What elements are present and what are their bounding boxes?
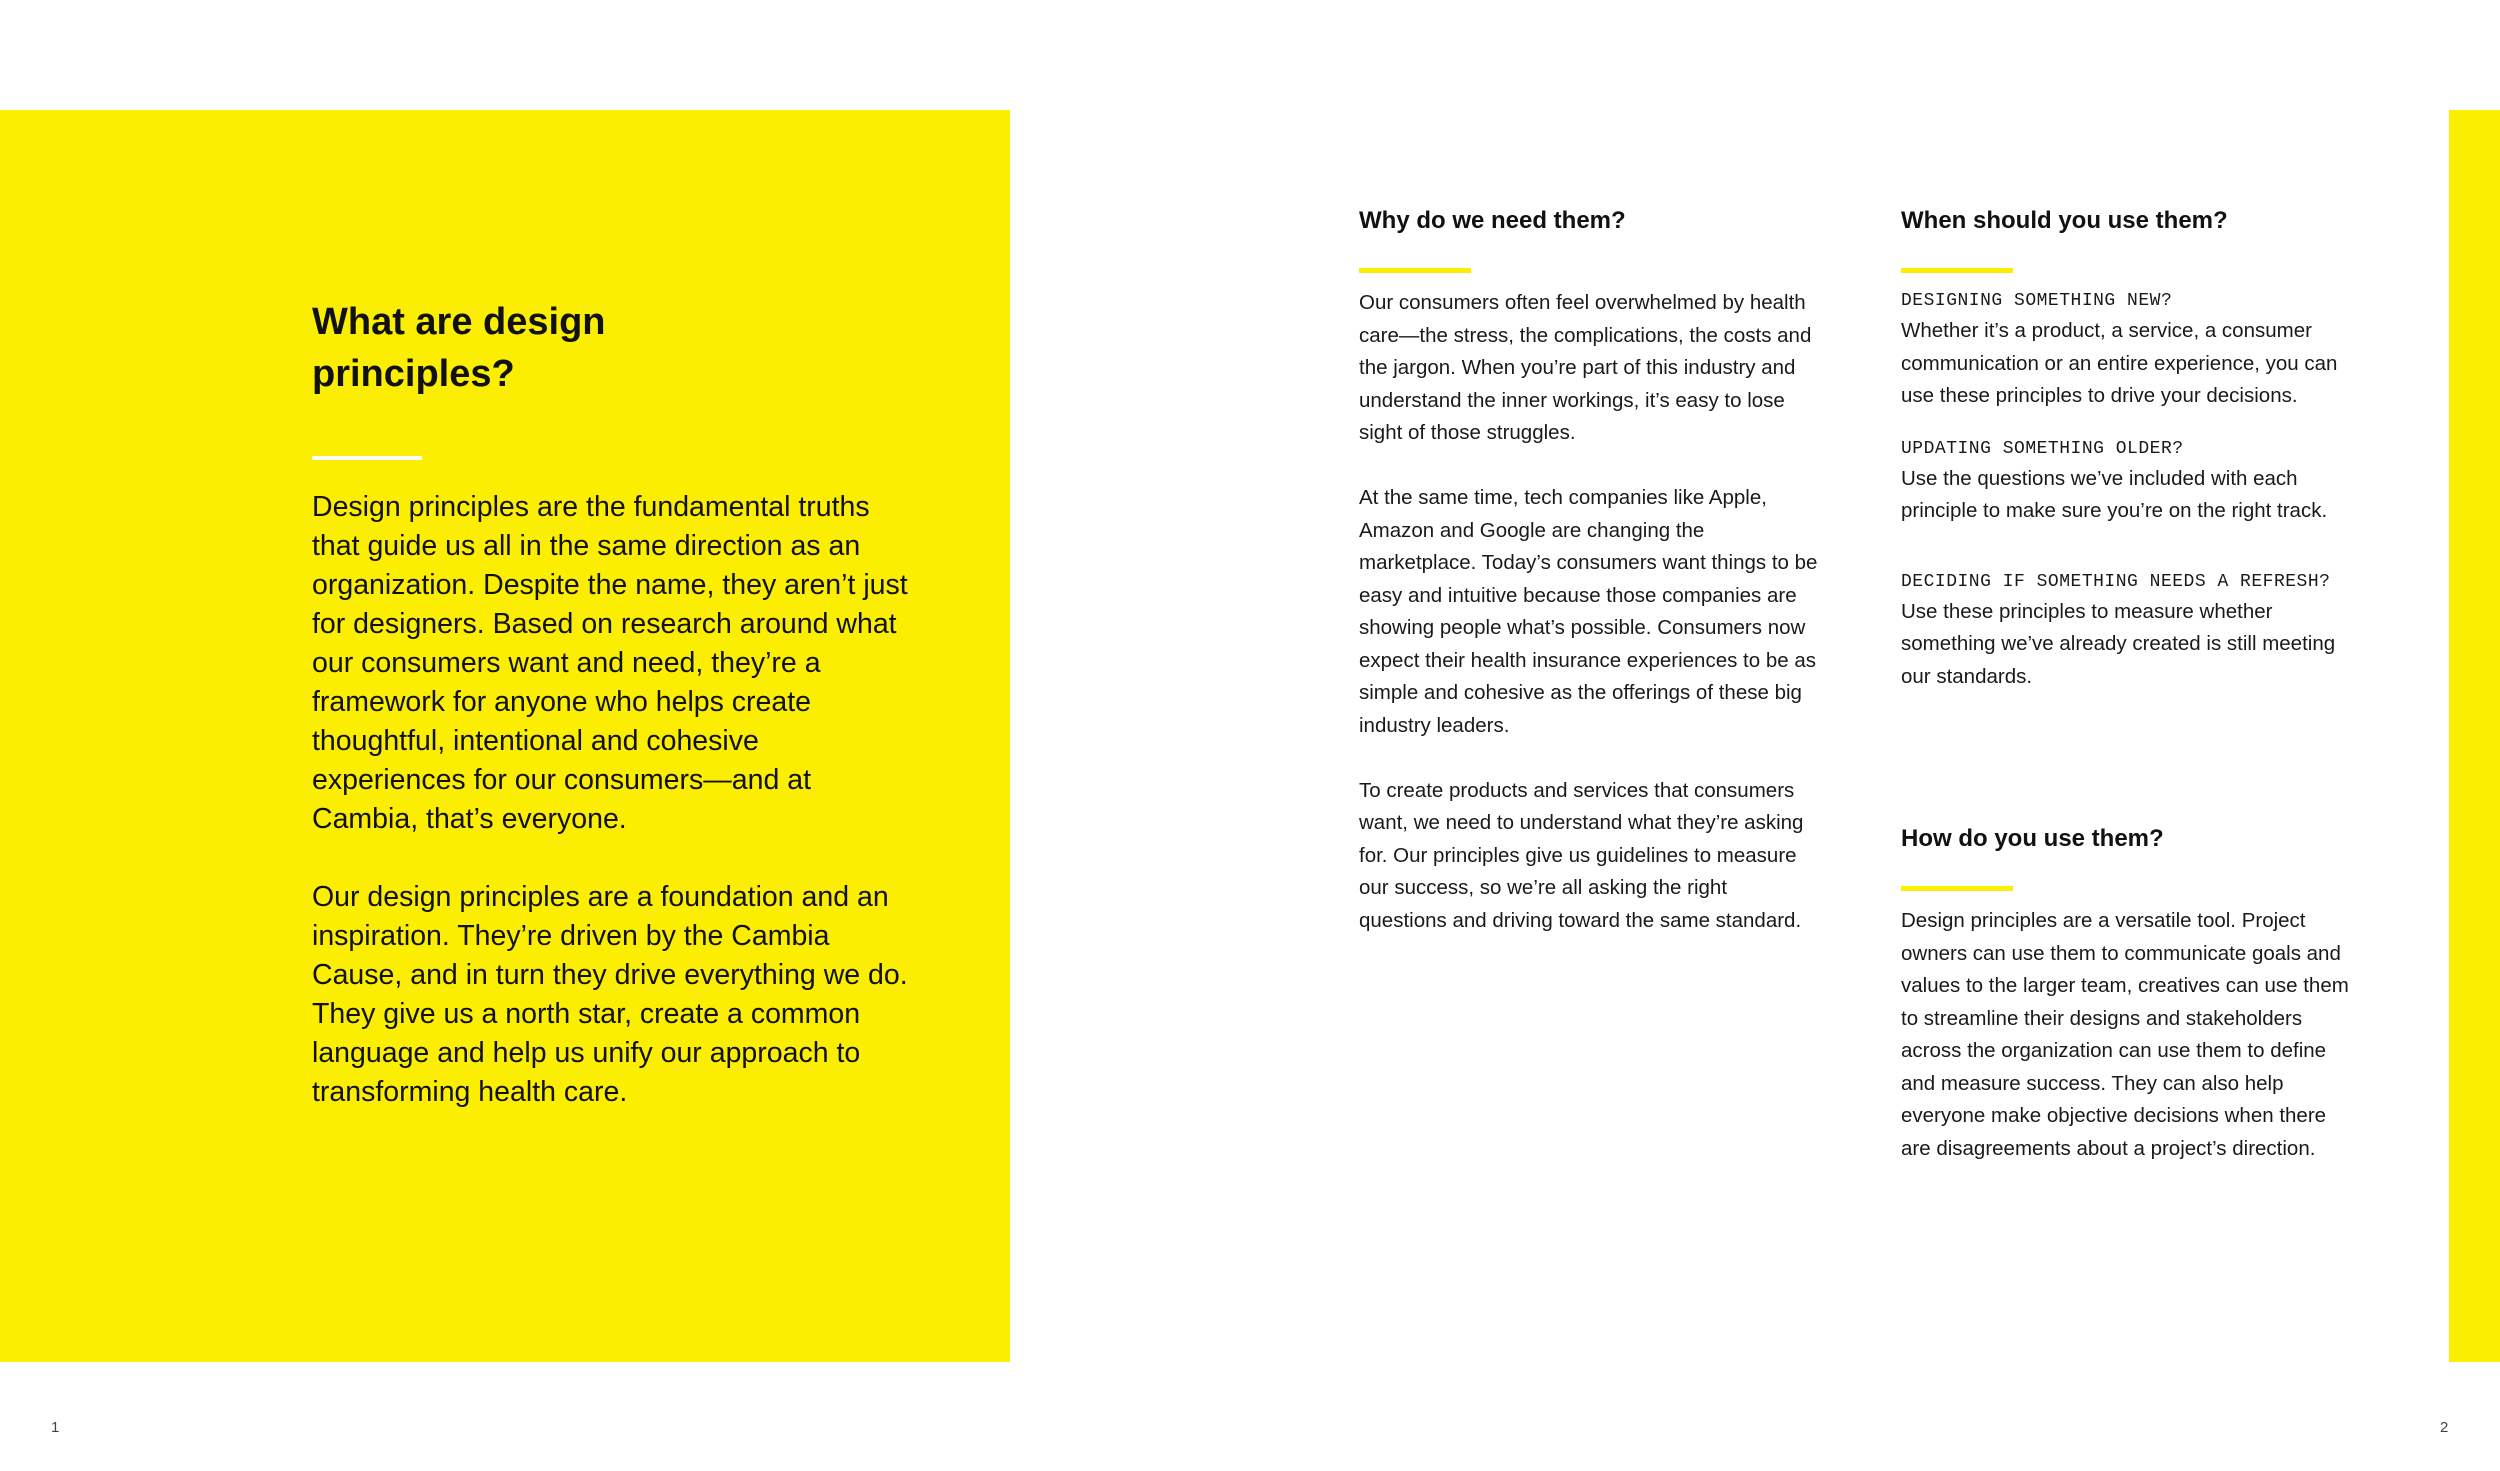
when-divider xyxy=(1901,268,2013,273)
intro-paragraph: Design principles are the fundamental truths that guide us all in the same direction as an organization. Despite the name, they aren’t just for designers. Based on research around what our consumers want and need, they’re a framework for anyone who helps create thoughtful, intentional and cohesive experiences for our consumers—and at Cambia, that’s everyone. xyxy=(312,491,908,835)
how-section xyxy=(1901,818,2351,1165)
when-item-text: Whether it’s a product, a service, a consumer communication or an entire experience, you can use these principles to drive your decisions. xyxy=(1901,319,2338,407)
when-item-new xyxy=(1901,287,2351,413)
how-body: Design principles are a versatile tool. Project owners can use them to communicate goals and values to the larger team, creatives can use them to streamline their designs and stakeholders across the organization can use them to define and measure success. They can also help everyone make objective decisions when there are disagreements about a project’s direction. xyxy=(1901,909,2349,1160)
why-paragraph: To create products and services that consumers want, we need to understand what they’re asking for. Our principles give us guidelines to measure our success, so we’re all asking the right questions and driving toward the same standard. xyxy=(1359,778,1804,932)
when-item-label: DECIDING IF SOMETHING NEEDS A REFRESH? xyxy=(1901,571,2331,592)
intro-body xyxy=(312,488,912,1151)
when-section xyxy=(1901,200,2351,715)
when-item-older xyxy=(1901,435,2351,528)
why-divider xyxy=(1359,268,1471,273)
why-heading: Why do we need them? xyxy=(1359,207,1626,234)
when-item-label: DESIGNING SOMETHING NEW? xyxy=(1901,291,2173,311)
why-paragraph: Our consumers often feel overwhelmed by health care—the stress, the complications, the costs and the jargon. When you’re part of this industry and understand the inner workings, it’s easy to lose sight of those struggles. xyxy=(1359,291,1812,444)
yellow-panel-right-edge xyxy=(2449,110,2500,1362)
intro-paragraph: Our design principles are a foundation and an inspiration. They’re driven by the Cambia Cause, and in turn they drive everything we do. They give us a north star, create a common language and help us unify our approach to transforming health care. xyxy=(312,881,908,1108)
page-title: What are design principles? xyxy=(312,301,606,395)
when-item-text: Use these principles to measure whether something we’ve already created is still meeting our standards. xyxy=(1901,599,2336,688)
when-item-label: UPDATING SOMETHING OLDER? xyxy=(1901,438,2184,459)
how-heading: How do you use them? xyxy=(1901,825,2164,852)
page-number-right: 2 xyxy=(2440,1419,2449,1436)
how-divider xyxy=(1901,886,2013,891)
when-item-text: Use the questions we’ve included with each principle to make sure you’re on the right track. xyxy=(1901,466,2328,522)
why-body xyxy=(1359,287,1819,937)
why-paragraph: At the same time, tech companies like Apple, Amazon and Google are changing the marketplace. Today’s consumers want things to be easy and intuitive because those companies are showing people what’s possible. Consumers now expect their health insurance experiences to be as simple and cohesive as the offerings of these big industry leaders. xyxy=(1359,486,1818,737)
why-section xyxy=(1359,200,1819,937)
title-divider xyxy=(312,456,422,460)
when-heading: When should you use them? xyxy=(1901,207,2228,234)
when-item-refresh xyxy=(1901,568,2351,694)
page-number-left: 1 xyxy=(51,1419,60,1436)
